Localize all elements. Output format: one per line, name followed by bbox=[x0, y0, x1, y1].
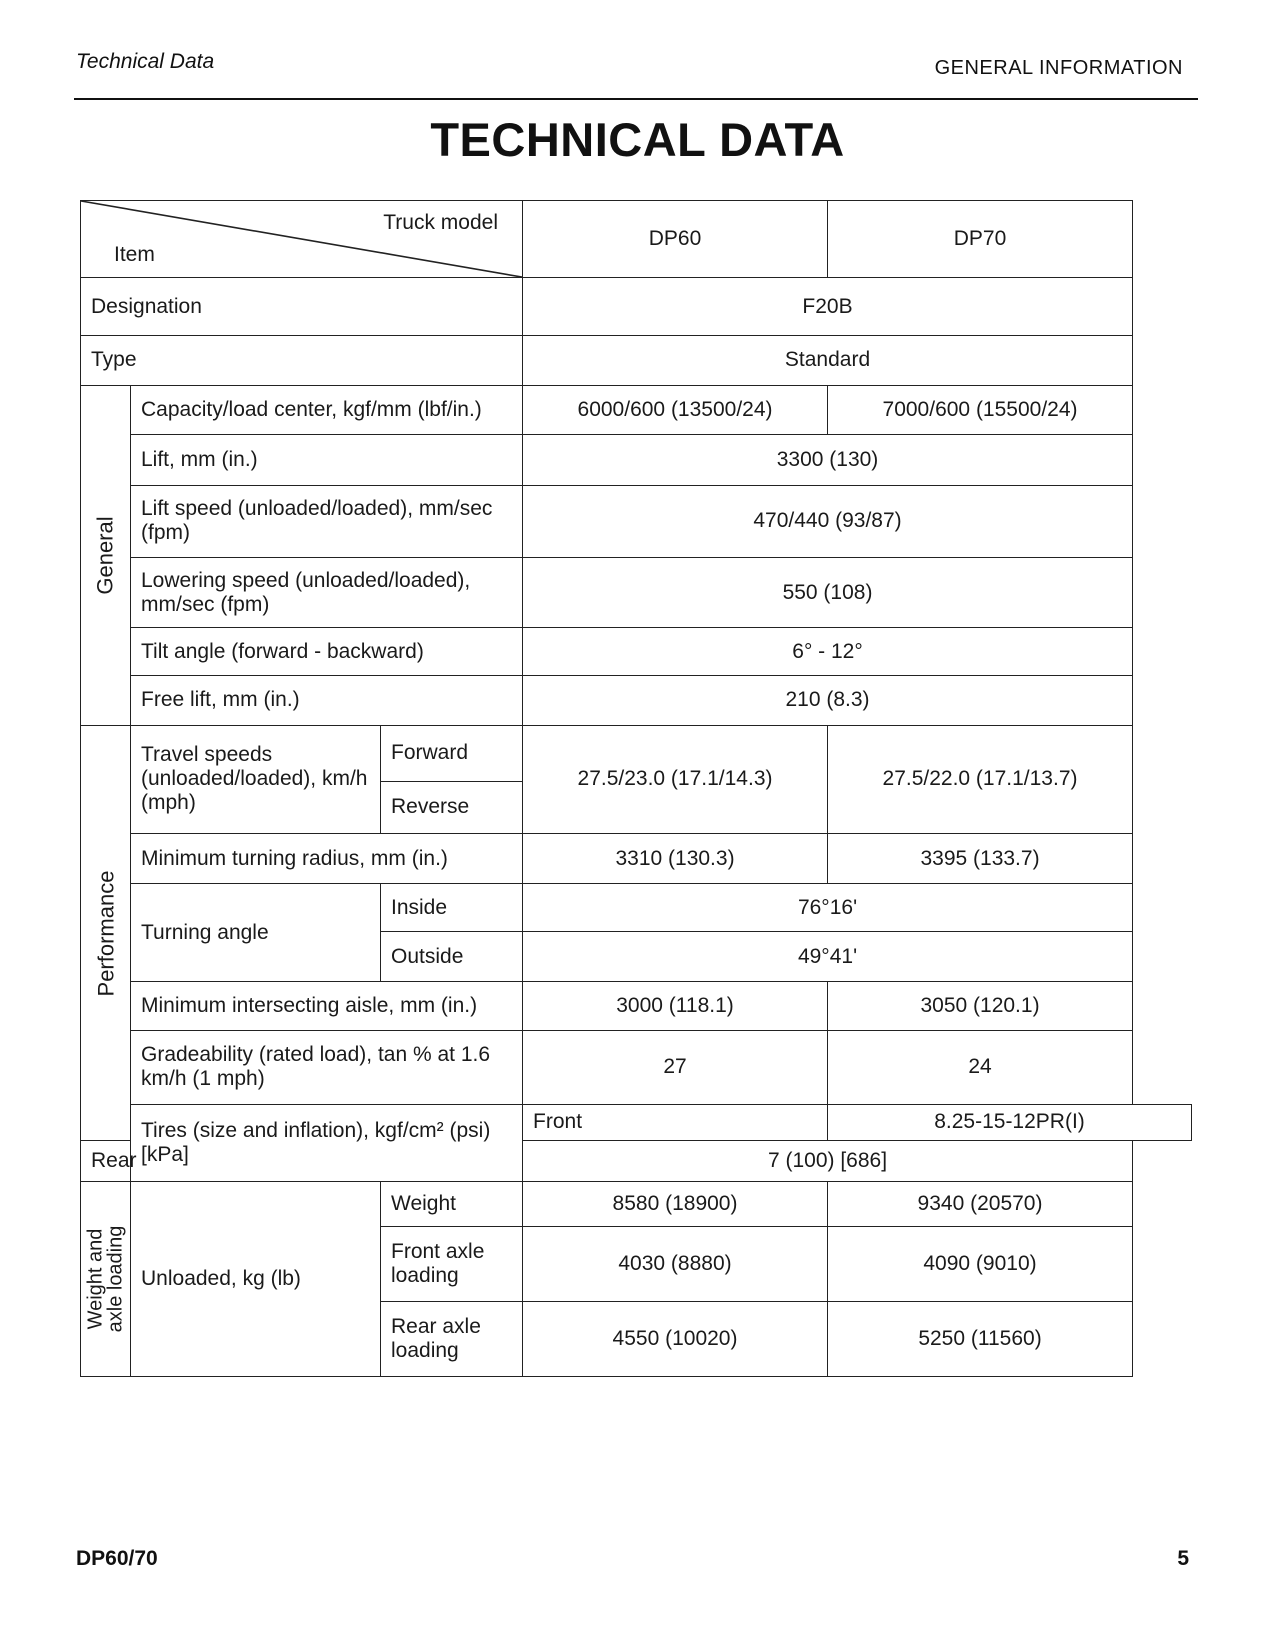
front-axle-label: Front axle loading bbox=[381, 1226, 523, 1301]
travel-speeds-label: Travel speeds (unloaded/loaded), km/h (mph) bbox=[131, 725, 381, 834]
rear-axle-dp70: 5250 (11560) bbox=[828, 1301, 1133, 1376]
corner-header-cell bbox=[81, 201, 523, 278]
model-dp70-header: DP70 bbox=[828, 201, 1133, 278]
rear-axle-dp60: 4550 (10020) bbox=[523, 1301, 828, 1376]
turning-radius-dp60: 3310 (130.3) bbox=[523, 834, 828, 884]
tires-label: Tires (size and inflation), kgf/cm² (psi) [kPa] bbox=[131, 1104, 523, 1181]
table-row bbox=[81, 982, 1192, 1031]
tilt-angle-label: Tilt angle (forward - backward) bbox=[131, 628, 523, 676]
table-row bbox=[81, 385, 1192, 435]
lift-value: 3300 (130) bbox=[523, 435, 1133, 486]
travel-speeds-dp60: 27.5/23.0 (17.1/14.3) bbox=[523, 725, 828, 834]
technical-data-table bbox=[80, 200, 1192, 1377]
table-row bbox=[81, 1030, 1192, 1104]
page-number: 5 bbox=[1177, 1547, 1189, 1570]
lift-label: Lift, mm (in.) bbox=[131, 435, 523, 486]
general-group-label: General bbox=[93, 516, 118, 595]
capacity-label: Capacity/load center, kgf/mm (lbf/in.) bbox=[131, 385, 523, 435]
free-lift-value: 210 (8.3) bbox=[523, 675, 1133, 725]
table-row bbox=[81, 675, 1192, 725]
table-row bbox=[81, 557, 1192, 628]
table-row bbox=[81, 435, 1192, 486]
turning-radius-label: Minimum turning radius, mm (in.) bbox=[131, 834, 523, 884]
type-value: Standard bbox=[523, 336, 1133, 386]
gradeability-dp70: 24 bbox=[828, 1030, 1133, 1104]
front-axle-dp70: 4090 (9010) bbox=[828, 1226, 1133, 1301]
capacity-dp70: 7000/600 (15500/24) bbox=[828, 385, 1133, 435]
weight-group-label: Weight and axle loading bbox=[84, 1225, 127, 1333]
header-divider bbox=[74, 98, 1198, 100]
weight-group-cell bbox=[81, 1181, 131, 1376]
table-row bbox=[81, 883, 1192, 932]
general-group-cell bbox=[81, 385, 131, 725]
table-row bbox=[81, 485, 1192, 557]
unloaded-label: Unloaded, kg (lb) bbox=[131, 1181, 381, 1376]
table-row bbox=[81, 1104, 1192, 1141]
table-header-row bbox=[81, 201, 1192, 278]
lowering-speed-value: 550 (108) bbox=[523, 557, 1133, 628]
table-row bbox=[81, 1181, 1192, 1226]
table-row bbox=[81, 834, 1192, 884]
lowering-speed-label: Lowering speed (unloaded/loaded), mm/sec (fpm) bbox=[131, 557, 523, 628]
weight-dp70: 9340 (20570) bbox=[828, 1181, 1133, 1226]
weight-label: Weight bbox=[381, 1181, 523, 1226]
tires-rear-value: 7 (100) [686] bbox=[523, 1141, 1133, 1181]
turning-outside-value: 49°41' bbox=[523, 932, 1133, 982]
table-row bbox=[81, 278, 1192, 336]
performance-group-label: Performance bbox=[93, 870, 119, 996]
capacity-dp60: 6000/600 (13500/24) bbox=[523, 385, 828, 435]
lift-speed-label: Lift speed (unloaded/loaded), mm/sec (fpm) bbox=[131, 485, 523, 557]
intersecting-aisle-dp60: 3000 (118.1) bbox=[523, 982, 828, 1031]
designation-value: F20B bbox=[523, 278, 1133, 336]
turning-inside-value: 76°16' bbox=[523, 883, 1133, 932]
tires-front-value: 8.25-15-12PR(I) bbox=[828, 1104, 1192, 1141]
truck-model-label: Truck model bbox=[383, 211, 499, 234]
rear-axle-label: Rear axle loading bbox=[381, 1301, 523, 1376]
designation-label: Designation bbox=[81, 278, 523, 336]
travel-forward-label: Forward bbox=[381, 725, 523, 781]
turning-angle-label: Turning angle bbox=[131, 883, 381, 981]
tires-front-label: Front bbox=[523, 1104, 828, 1141]
intersecting-aisle-dp70: 3050 (120.1) bbox=[828, 982, 1133, 1031]
turning-inside-label: Inside bbox=[381, 883, 523, 932]
item-label: Item bbox=[114, 243, 155, 267]
table-row bbox=[81, 725, 1192, 781]
table-row bbox=[81, 628, 1192, 676]
turning-radius-dp70: 3395 (133.7) bbox=[828, 834, 1133, 884]
header-section-title: Technical Data bbox=[76, 50, 215, 73]
intersecting-aisle-label: Minimum intersecting aisle, mm (in.) bbox=[131, 982, 523, 1031]
tires-rear-label: Rear bbox=[81, 1141, 131, 1181]
gradeability-label: Gradeability (rated load), tan % at 1.6 km/h (1 mph) bbox=[131, 1030, 523, 1104]
table-row bbox=[81, 336, 1192, 386]
travel-reverse-label: Reverse bbox=[381, 781, 523, 834]
page-title: TECHNICAL DATA bbox=[430, 113, 845, 166]
performance-group-cell bbox=[81, 725, 131, 1141]
header-chapter-title: GENERAL INFORMATION bbox=[934, 57, 1183, 79]
lift-speed-value: 470/440 (93/87) bbox=[523, 485, 1133, 557]
gradeability-dp60: 27 bbox=[523, 1030, 828, 1104]
footer-model: DP60/70 bbox=[76, 1547, 158, 1570]
weight-dp60: 8580 (18900) bbox=[523, 1181, 828, 1226]
model-dp60-header: DP60 bbox=[523, 201, 828, 278]
front-axle-dp60: 4030 (8880) bbox=[523, 1226, 828, 1301]
type-label: Type bbox=[81, 336, 523, 386]
travel-speeds-dp70: 27.5/22.0 (17.1/13.7) bbox=[828, 725, 1133, 834]
tilt-angle-value: 6° - 12° bbox=[523, 628, 1133, 676]
free-lift-label: Free lift, mm (in.) bbox=[131, 675, 523, 725]
turning-outside-label: Outside bbox=[381, 932, 523, 982]
